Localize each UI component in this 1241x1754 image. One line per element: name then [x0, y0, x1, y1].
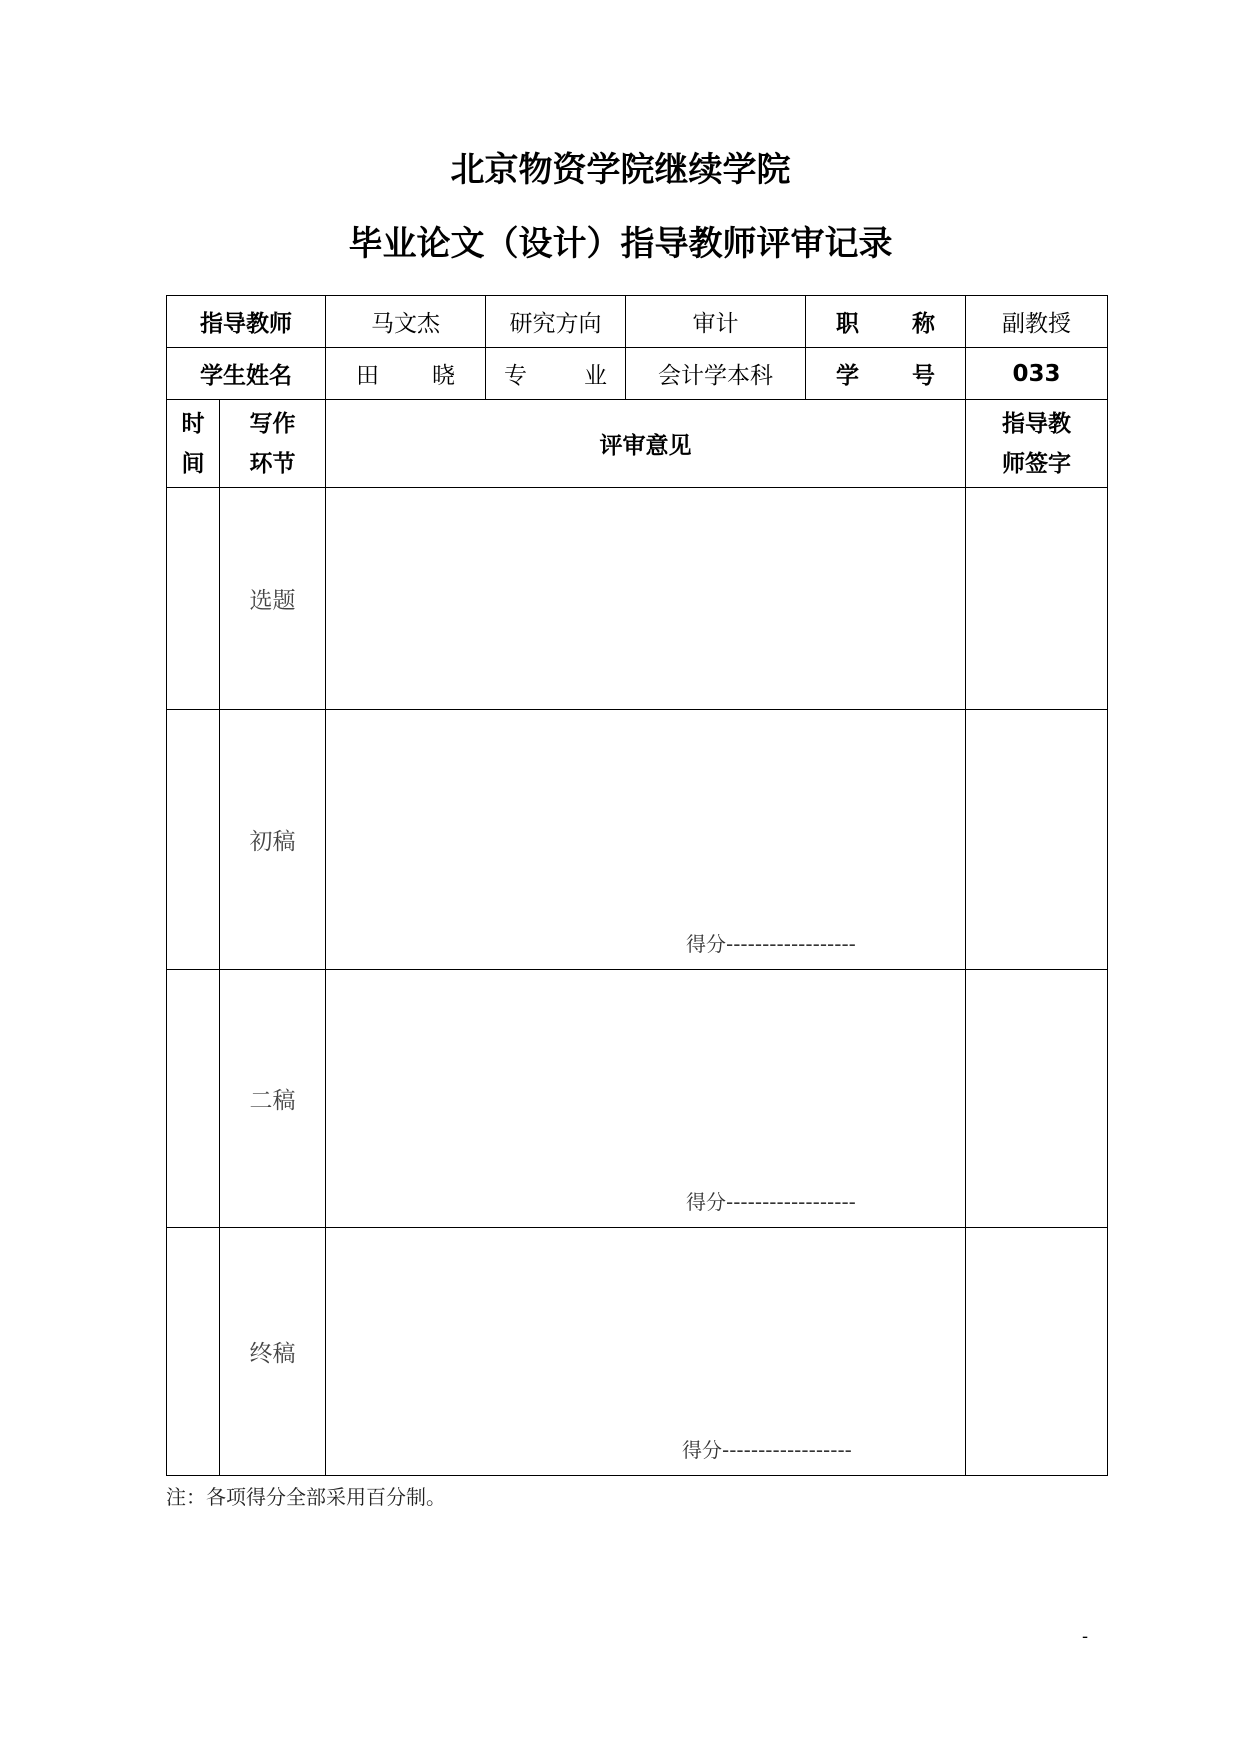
stage-name: 初稿: [220, 710, 326, 970]
stage-header: 写作 环节: [220, 400, 326, 488]
form-title: 毕业论文（设计）指导教师评审记录: [348, 224, 893, 264]
time-cell[interactable]: [167, 710, 220, 970]
advisor-value: 马文杰: [326, 296, 486, 348]
opinion-cell[interactable]: [326, 970, 966, 1228]
major-label: 专 业: [486, 348, 626, 400]
info-row-1: [167, 296, 1108, 348]
opinion-cell[interactable]: [326, 710, 966, 970]
student-value: 田 晓: [326, 348, 486, 400]
stage-row-final-draft: [167, 1228, 1108, 1476]
time-cell[interactable]: [167, 1228, 220, 1476]
signature-cell[interactable]: [966, 710, 1108, 970]
time-header: 时 间: [167, 400, 220, 488]
id-label: 学 号: [806, 348, 966, 400]
advisor-label: 指导教师: [167, 296, 326, 348]
signature-cell[interactable]: [966, 488, 1108, 710]
opinion-cell[interactable]: [326, 1228, 966, 1476]
opinion-header: 评审意见: [326, 400, 966, 488]
footnote: 注：各项得分全部采用百分制。: [166, 1485, 446, 1509]
score-label: 得分------------------: [686, 1190, 856, 1214]
student-label: 学生姓名: [167, 348, 326, 400]
direction-value: 审计: [626, 296, 806, 348]
direction-label: 研究方向: [486, 296, 626, 348]
column-header-row: [167, 400, 1108, 488]
review-record-table: [166, 295, 1108, 1476]
signature-cell[interactable]: [966, 970, 1108, 1228]
stage-row-second-draft: [167, 970, 1108, 1228]
title-value: 副教授: [966, 296, 1108, 348]
signature-cell[interactable]: [966, 1228, 1108, 1476]
title-label: 职 称: [806, 296, 966, 348]
stage-name: 终稿: [220, 1228, 326, 1476]
opinion-cell[interactable]: [326, 488, 966, 710]
time-cell[interactable]: [167, 970, 220, 1228]
stage-name: 选题: [220, 488, 326, 710]
score-label: 得分------------------: [686, 932, 856, 956]
stage-row-first-draft: [167, 710, 1108, 970]
stage-row-topic: [167, 488, 1108, 710]
major-value: 会计学本科: [626, 348, 806, 400]
time-cell[interactable]: [167, 488, 220, 710]
info-row-2: [167, 348, 1108, 400]
stage-name: 二稿: [220, 970, 326, 1228]
page-mark: -: [1082, 1626, 1089, 1647]
institution-title: 北京物资学院继续学院: [450, 150, 791, 190]
score-label: 得分------------------: [682, 1438, 852, 1462]
signature-header: 指导教 师签字: [966, 400, 1108, 488]
id-value: 033: [966, 348, 1108, 400]
